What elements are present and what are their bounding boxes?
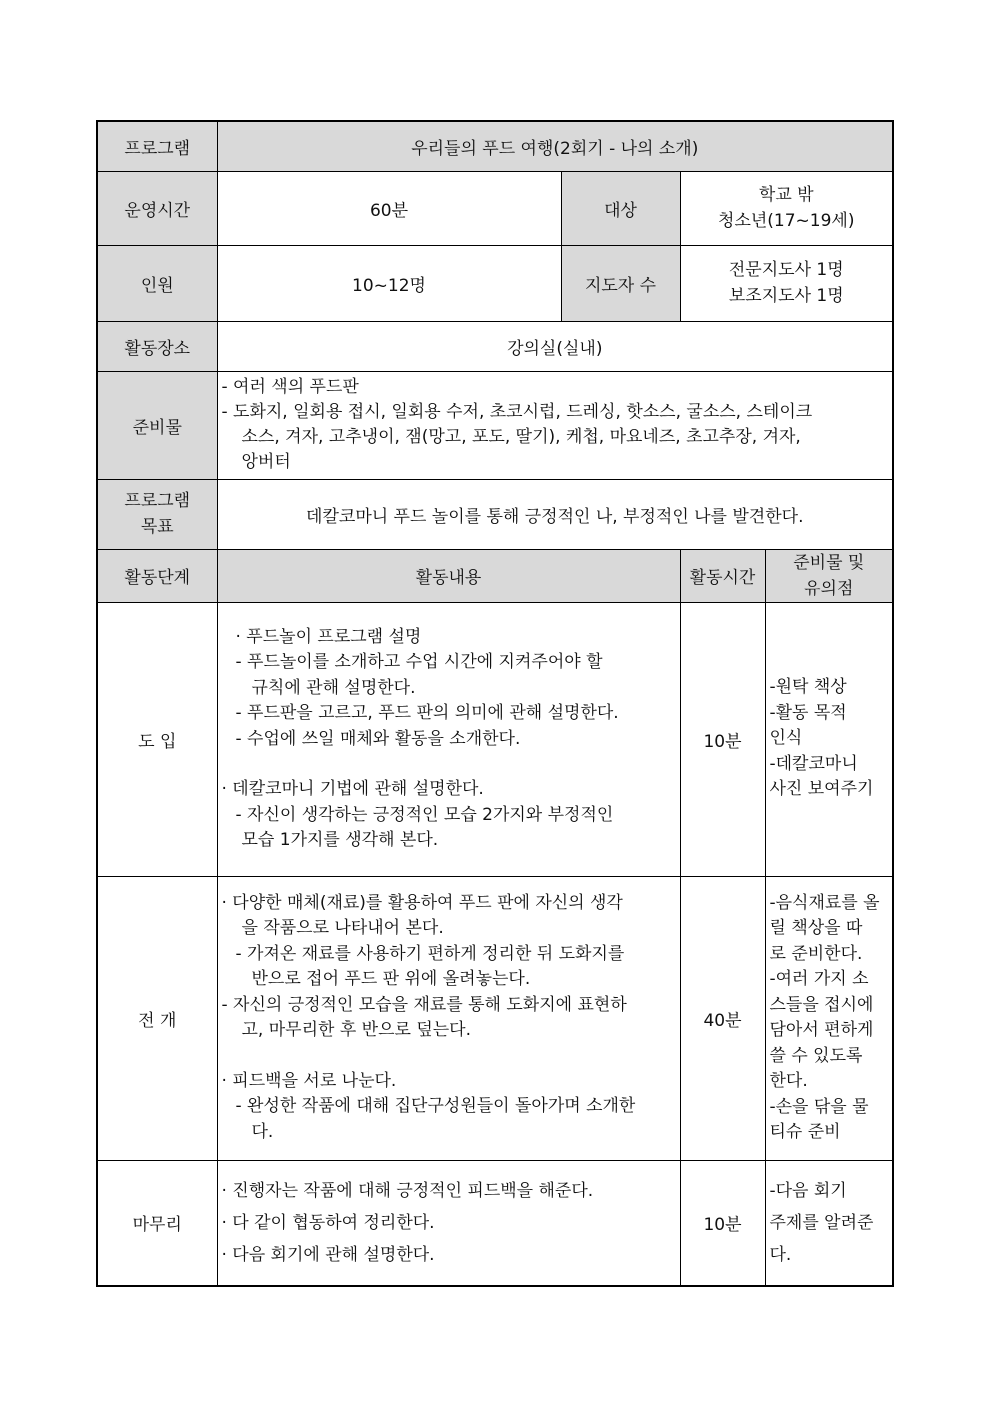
place-value: 강의실(실내) xyxy=(217,321,893,371)
materials-label: 준비물 xyxy=(97,371,217,479)
program-label: 프로그램 xyxy=(97,121,217,171)
stage-row xyxy=(97,602,893,876)
program-plan-table xyxy=(96,120,894,1287)
program-title: 우리들의 푸드 여행(2회기 - 나의 소개) xyxy=(217,121,893,171)
stage-content: · 진행자는 작품에 대해 긍정적인 피드백을 해준다. · 다 같이 협동하여 정리한다. · 다음 회기에 관해 설명한다. xyxy=(217,1160,680,1286)
stage-content: · 다양한 매체(재료)를 활용하여 푸드 판에 자신의 생각 을 작품으로 나타내어 본다. - 가져온 재료를 사용하기 편하게 정리한 뒤 도화지를 반으로 접어 푸드 판 위에 올려놓는다. - 자신의 긍정적인 모습을 재료를 통해 도화지에 표현하 고, 마무리한 후 반으로 덮는다. · 피드백을 서로 나눈다. - 완성한 작품에 대해 집단구성원들이 돌아가며 소개한 다. xyxy=(217,876,680,1160)
content-header: 활동내용 xyxy=(217,549,680,602)
stage-notes: -원탁 책상 -활동 목적 인식 -데칼코마니 사진 보여주기 xyxy=(765,602,893,876)
notes-header: 준비물 및 유의점 xyxy=(765,549,893,602)
program-plan xyxy=(96,120,892,1287)
target-value: 학교 밖 청소년(17~19세) xyxy=(680,171,893,245)
stage-time: 10분 xyxy=(680,1160,765,1286)
leaders-label: 지도자 수 xyxy=(561,245,680,321)
goal-label: 프로그램 목표 xyxy=(97,479,217,549)
stage-name: 도 입 xyxy=(97,602,217,876)
goal-value: 데칼코마니 푸드 놀이를 통해 긍정적인 나, 부정적인 나를 발견한다. xyxy=(217,479,893,549)
time-label: 운영시간 xyxy=(97,171,217,245)
time-header: 활동시간 xyxy=(680,549,765,602)
stage-header: 활동단계 xyxy=(97,549,217,602)
people-value: 10~12명 xyxy=(217,245,561,321)
stage-time: 40분 xyxy=(680,876,765,1160)
time-value: 60분 xyxy=(217,171,561,245)
stage-time: 10분 xyxy=(680,602,765,876)
stage-notes: -음식재료를 올 릴 책상을 따 로 준비한다. -여러 가지 소 스들을 접시에 담아서 편하게 쓸 수 있도록 한다. -손을 닦을 물 티슈 준비 xyxy=(765,876,893,1160)
leaders-value: 전문지도사 1명 보조지도사 1명 xyxy=(680,245,893,321)
stage-name: 전 개 xyxy=(97,876,217,1160)
stage-row xyxy=(97,876,893,1160)
materials-list: - 여러 색의 푸드판 - 도화지, 일회용 접시, 일회용 수저, 초코시럽, 드레싱, 핫소스, 굴소스, 스테이크 소스, 겨자, 고추냉이, 잼(망고, 포도, 딸기), 케첩, 마요네즈, 초고추장, 겨자, 앙버터 xyxy=(217,371,893,479)
stage-name: 마무리 xyxy=(97,1160,217,1286)
place-label: 활동장소 xyxy=(97,321,217,371)
people-label: 인원 xyxy=(97,245,217,321)
target-label: 대상 xyxy=(561,171,680,245)
stage-notes: -다음 회기 주제를 알려준 다. xyxy=(765,1160,893,1286)
stage-row xyxy=(97,1160,893,1286)
stage-content: · 푸드놀이 프로그램 설명 - 푸드놀이를 소개하고 수업 시간에 지켜주어야 할 규칙에 관해 설명한다. - 푸드판을 고르고, 푸드 판의 의미에 관해 설명한다. - 수업에 쓰일 매체와 활동을 소개한다. · 데칼코마니 기법에 관해 설명한다. - 자신이 생각하는 긍정적인 모습 2가지와 부정적인 모습 1가지를 생각해 본다. xyxy=(217,602,680,876)
